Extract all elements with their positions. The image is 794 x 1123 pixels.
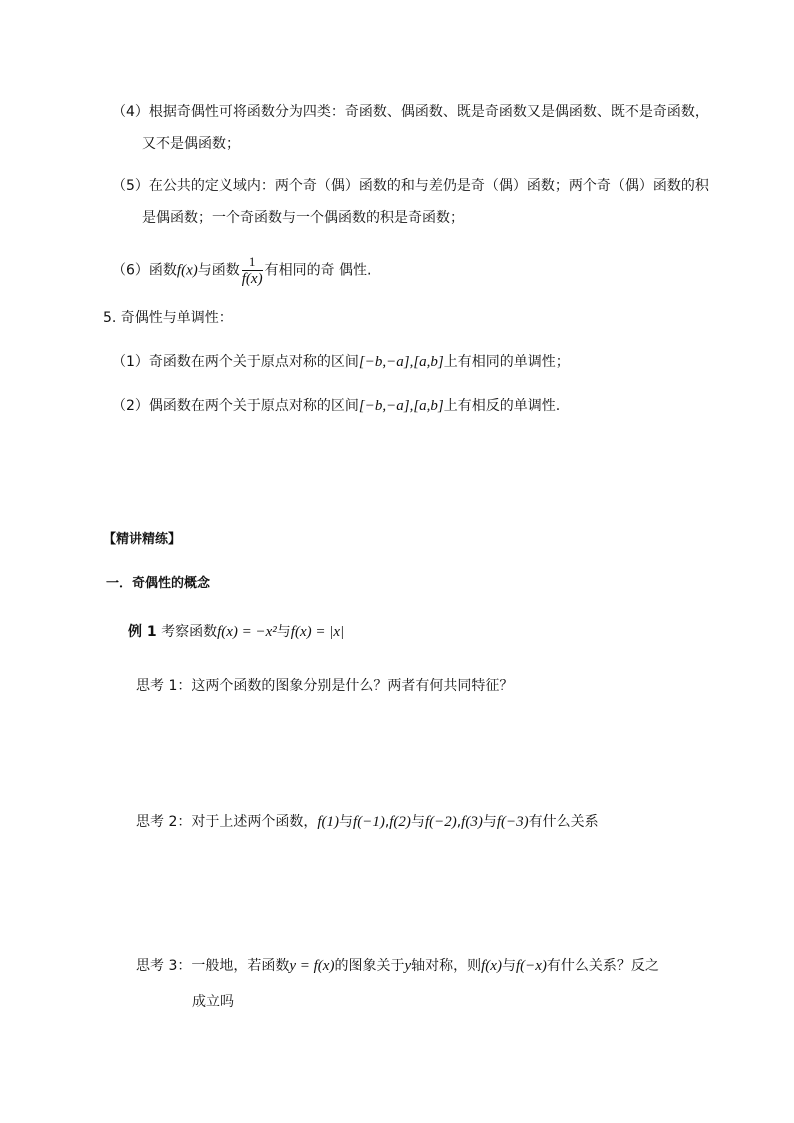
section-5-item-2 bbox=[112, 396, 560, 416]
think-2-text4: 与 bbox=[410, 814, 425, 830]
item-5-label: （5） bbox=[112, 178, 149, 194]
math-intervals: [−b,−a],[a,b] bbox=[358, 398, 444, 414]
math-intervals: [−b,−a],[a,b] bbox=[358, 354, 444, 370]
fraction-denominator: f(x) bbox=[241, 271, 263, 287]
think-3-line2: 成立吗 bbox=[192, 994, 234, 1010]
item-1-text2: 上有相同的单调性； bbox=[443, 354, 570, 370]
item-6-line bbox=[112, 254, 371, 287]
item-5-line1 bbox=[112, 176, 709, 196]
think-3-text4: 与 bbox=[501, 958, 516, 974]
think-3-text1: 思考 3：一般地，若函数 bbox=[136, 958, 290, 974]
think-2-text7: 有什么关系 bbox=[528, 814, 599, 830]
item-5-text1: 在公共的定义域内：两个奇（偶）函数的和与差仍是奇（偶）函数；两个奇（偶）函数的积 bbox=[148, 178, 709, 194]
item-5-line2: 是偶函数；一个奇函数与一个偶函数的积是奇函数； bbox=[142, 210, 464, 226]
item-4-line2: 又不是偶函数； bbox=[142, 136, 240, 152]
math-f3: f(3) bbox=[461, 814, 483, 830]
section-heading: 【精讲精练】 bbox=[103, 532, 182, 547]
item-2-label: （2） bbox=[112, 398, 149, 414]
subsection-heading: 一．奇偶性的概念 bbox=[106, 576, 211, 591]
item-2-text1: 偶函数在两个关于原点对称的区间 bbox=[148, 398, 359, 414]
math-f-neg-x: f(−x) bbox=[515, 958, 547, 974]
think-3-line1 bbox=[136, 956, 659, 976]
section-5-title: 5. 奇偶性与单调性： bbox=[103, 310, 233, 326]
math-y-eq-fx: y = f(x) bbox=[289, 958, 335, 974]
think-1: 思考 1：这两个函数的图象分别是什么？两者有何共同特征？ bbox=[136, 678, 514, 694]
math-f-neg2: f(−2) bbox=[424, 814, 457, 830]
math-f2: f(2) bbox=[389, 814, 411, 830]
item-6-text1: 函数 bbox=[148, 262, 177, 279]
math-f-neg3: f(−3) bbox=[496, 814, 529, 830]
think-2-text6: 与 bbox=[482, 814, 497, 830]
item-4-text1: 根据奇偶性可将函数分为四类：奇函数、偶函数、既是奇函数又是偶函数、既不是奇函数， bbox=[148, 104, 709, 120]
math-fx: f(x) bbox=[481, 958, 502, 974]
think-3-text2: 的图象关于 bbox=[334, 958, 405, 974]
section-5-item-1 bbox=[112, 352, 570, 372]
item-1-label: （1） bbox=[112, 354, 149, 370]
example-label: 例 1 bbox=[128, 624, 157, 640]
item-4-label: （4） bbox=[112, 104, 149, 120]
think-3-text5: 有什么关系？反之 bbox=[546, 958, 659, 974]
think-2 bbox=[136, 812, 599, 832]
item-6-text3: 有相同的奇 偶性. bbox=[264, 262, 372, 279]
math-f1: f(1) bbox=[317, 814, 340, 830]
think-2-sep2: , bbox=[456, 814, 462, 830]
think-3-text3: 轴对称，则 bbox=[411, 958, 482, 974]
think-2-text1: 思考 2：对于上述两个函数， bbox=[136, 814, 318, 830]
think-2-text2: 与 bbox=[339, 814, 354, 830]
item-1-text1: 奇函数在两个关于原点对称的区间 bbox=[148, 354, 359, 370]
example-text2: 与 bbox=[276, 624, 291, 640]
think-2-sep1: , bbox=[384, 814, 390, 830]
item-6-text2: 与函数 bbox=[197, 262, 240, 279]
item-2-text2: 上有相反的单调性. bbox=[443, 398, 561, 414]
math-f-neg-x-squared: f(x) = −x² bbox=[217, 624, 277, 640]
example-text1: 考察函数 bbox=[161, 624, 218, 640]
math-f-abs-x: f(x) = |x| bbox=[290, 624, 345, 640]
math-f-neg1: f(−1) bbox=[353, 814, 385, 830]
fraction-1-over-fx bbox=[242, 254, 263, 287]
item-6-label: （6） bbox=[112, 262, 149, 279]
item-4-line1 bbox=[112, 102, 709, 122]
fraction-numerator: 1 bbox=[242, 254, 263, 271]
math-y: y bbox=[404, 958, 412, 974]
math-fx: f(x) bbox=[176, 262, 198, 279]
example-1 bbox=[128, 622, 344, 642]
